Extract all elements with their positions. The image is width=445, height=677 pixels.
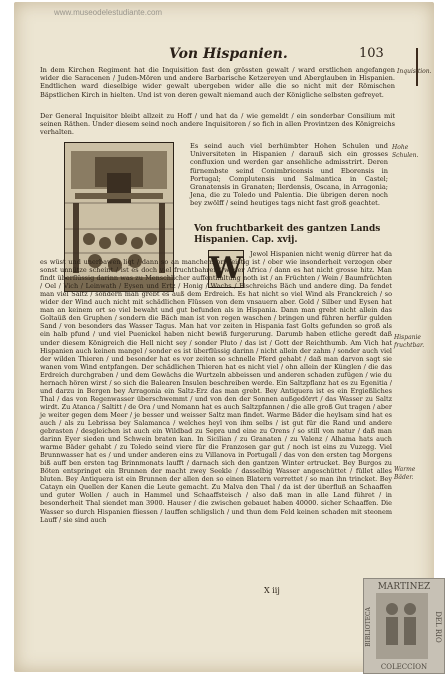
signature-mark: X iij <box>264 586 280 595</box>
margin-note-inquisition: Inquisition. <box>397 68 432 75</box>
ink-mark <box>416 48 418 86</box>
stamp-text-2: DEL RIO <box>434 611 442 643</box>
collection-stamp <box>363 578 445 674</box>
stamp-text-3: COLECCION <box>380 663 428 671</box>
stamp-image <box>364 579 444 673</box>
page-number: 103 <box>359 46 384 61</box>
paragraph-universities: Es seind auch viel berhümbter Hohen Schulen und Universiteten in Hispanien / darauß sich ein grosses confluxion und werden gar ansehliche admisstrirt. Deren fürnembste seind Conimbricensis und Eborensis in Portugal; Complutensis und Salmantica in Castel; Granatensis in Granaten; Ilerdensis, Oscana, in Arragonia; Jena, die zu Toledo und Palentia. Die übrigen deren noch bey zwölff / seind heutiges tags nicht fast groß geachtet. <box>190 142 388 208</box>
paragraph-general-inquisitor: Der General Inquisitor bleibt allzeit zu Hoff / und hat da / wie gemeldt / ein sonderbar Consilium mit seinen Räthen. Under diesem seind noch andere Inquisitoren / so fich in allen Provintzen des Königreichs verhalten. <box>40 112 395 137</box>
initial-capital: W <box>209 251 243 286</box>
page-header-title: Von Hispanien. <box>169 46 288 62</box>
watermark-text: www.museodelestudiante.com <box>54 8 163 17</box>
margin-note-schools: Hohe Schulen. <box>392 144 419 159</box>
paragraph-inquisition: In dem Kirchen Regiment hat die Inquisition fast den grössten gewalt / ward erstlichen angefangen wider die Saracenen / Juden-Mören und andere Barbarische Ketzereyen und Aberglauben in Hispanien. Endtlichen ward dieselbige wider gewalt ubergeben wider alle die so nicht mit der Römischen Bäpstlichen Kirch in hielten. Und ist von deren gewalt niemand auch der Königliche selbsten gefreyet. <box>40 66 395 99</box>
chapter-title: Von fruchtbarkeit des gantzen Lands Hispanien. Cap. xvij. <box>194 224 381 245</box>
margin-note-baths: Warme Bäder. <box>394 466 416 481</box>
stamp-text-left: BIBLIOTECA <box>365 607 372 647</box>
paragraph-fruitfulness: Jewol Hispanien nicht wenig dürrer hat da es wüst und unerbawen ligt / dann so an manchem ort feistig ist / ober wie insonderheit verzogen ober sonst unnütze scheint / ist es doch viel fruchtbahrer / weder Africa / dann es hat nicht grosse hitz. Man findt überflüssig darinn was zu Menschlicher auffenthaltung noth ist / an Früchten / Wein / Baumfrüchten / Oel / Vich / Leinwath / Eysen und Ertz / Honig / Wachs / Fischreichs Bäch und andere ding. Da fendet man viel Saltz / sondern man grebt es auß dem Erdreich. Es hat nicht so viel Wind als Franckreich / so wider der Wind auch nicht mit schädlichen Flüssen von dem vnsauern aber. Gold / Silber und Eysen hat man an keinem ort so viel bewaht und gut befunden als in Hispania. Dann man grebt nicht allein das Goltaüß den Gruphen / sondern die Bäch man ist von regen waschen / bringen und führen herfür gulden Sand / von besonders das Wasser Tagus. Man hat vor zeiten in Hispania fast Golts gefunden so groß als ein halb pfund / und viel Puenickel haben nicht bewiß furgerurung. Darumb haben etliche geredt daß under diesem Königreich die Hell nicht sey / sonder Pluto / das ist / Gott der Reichthumb. Am Vich hat Hispanien auch keinen mangel / sonder es ist überflüssig darinn / nicht allein der zahm / sonder auch viel der wilden Thieren / und besonder hat es vor zeiten so schnelle Pferd gehabt / daß man darvon sagt sie wanen vom Wind entpfangen. Der schädlichen Thieren hat es nicht viel / ohn allein der Künglen / die das Erdreich durchgraben / und dem Gewächs die Wurtzeln abbeissen und anderen schaden zufügen / wie du hernach hören wirst / so sich die Balearen Insulen beschreiben werde. Ein Saltzpflanz hat es zu Egenitia / und darzu in Bergen bey Arragonia ein Saltz-Erz das man grebt. Bey Antiquera ist es ein Ergießliches Thal / das von Regenwasser überschwemmt / und von den der Sonnen außgedörrt / das Wasser zu Saltz wirdt. Zu Atanca / Saltitt / de Ora / und Nomann hat es auch Saltzpfannen / die alle groß Gut tragen / aber je weiter gegen dem Meer / je besser und weisser Saltz man findet. Warme Bäder die heylsam sind hat es auch / als zu Lebrissa bey Salamanca / welches heyl von ihm selbs / ist gut für die Rand und andere gebrasten / desgleichen ist auch ein Wildbad zu Sepra und eine zu Orens / so still von natur / daß man darinn Eyer sieden und Schwein braten kan. In Sicilian / zu Granaten / zu Valenz / Alhama hats auch warme Bäder gehabt / zu Toledo seind viere für die Franzosen gar gut / noch ist eins zu Vuzegg. Viel Brunnwasser hat es / und under anderen eins zu Villanova in Portugall / das von den ersten tag Morgens biß auff ben ersten tag Brinnmonats laufft / darnach sich den gantzen Winter ertrucket. Bey Burgos zu Böten entspringet ein Brunnen der macht zwey Seekle / dasselbig Wasser angeschüttet / füllet alles bluten. Bey Antiquera ist ein Brunnen der allen den so einen Blatern verrettet / so man ihn trincket. Bey Catayn ein Quellen der Kanen die Leute gemacht. Zu Malva den Thal / da ist der überfluß an Schaaffen und guter Wollen / auch in Hammel und Schaaffsteisch / also daß man in alle Land führet / in besonderheit Thal siendet man 3900. Hauser / die zwischen gebauet haben 40000. sicher Schaaffen. Die Wasser so durch Hispanien fliessen / lauffen schligslich / und thun dem Feld keinen schaden mit steonem Lauff / sie sind auch <box>40 250 392 524</box>
page-sheet <box>14 2 434 672</box>
margin-note-spain: Hispanie fruchtbar. <box>394 334 425 349</box>
stamp-text-1: MARTINEZ <box>377 582 431 592</box>
